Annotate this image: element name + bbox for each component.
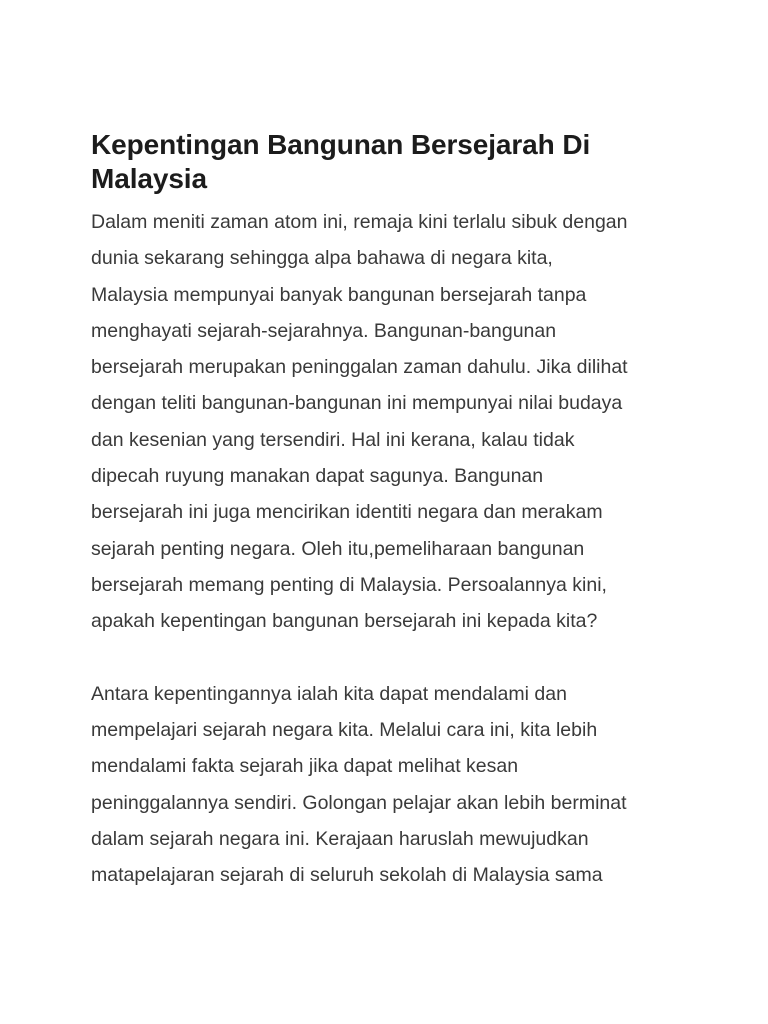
paragraph-line: dipecah ruyung manakan dapat sagunya. Bangunan bbox=[91, 465, 544, 488]
title-line: Malaysia bbox=[91, 163, 207, 194]
paragraph-line: dan kesenian yang tersendiri. Hal ini kerana, kalau tidak bbox=[91, 428, 575, 451]
paragraph-line: dengan teliti bangunan-bangunan ini mempunyai nilai budaya bbox=[91, 392, 623, 415]
paragraph-line: matapelajaran sejarah di seluruh sekolah di Malaysia sama bbox=[91, 864, 603, 887]
paragraph-line: peninggalannya sendiri. Golongan pelajar akan lebih berminat bbox=[91, 791, 627, 814]
paragraph-line: mendalami fakta sejarah jika dapat melihat kesan bbox=[91, 755, 519, 778]
paragraph-line: dunia sekarang sehingga alpa bahawa di negara kita, bbox=[91, 247, 553, 270]
paragraph-1 bbox=[91, 204, 691, 640]
paragraph-line: dalam sejarah negara ini. Kerajaan haruslah mewujudkan bbox=[91, 828, 589, 851]
paragraph-line: sejarah penting negara. Oleh itu,pemeliharaan bangunan bbox=[91, 537, 585, 560]
paragraph-line: apakah kepentingan bangunan bersejarah ini kepada kita? bbox=[91, 610, 598, 633]
paragraph-line: Antara kepentingannya ialah kita dapat mendalami dan bbox=[91, 682, 567, 705]
paragraph-line: Dalam meniti zaman atom ini, remaja kini terlalu sibuk dengan bbox=[91, 211, 628, 233]
article-body bbox=[91, 204, 691, 894]
title-line: Kepentingan Bangunan Bersejarah Di bbox=[91, 129, 591, 160]
article-title bbox=[91, 128, 691, 196]
paragraph-line: Malaysia mempunyai banyak bangunan bersejarah tanpa bbox=[91, 283, 587, 306]
paragraph-line: menghayati sejarah-sejarahnya. Bangunan-bangunan bbox=[91, 319, 557, 342]
article bbox=[91, 128, 691, 894]
paragraph-2 bbox=[91, 676, 691, 894]
paragraph-line: bersejarah ini juga mencirikan identiti negara dan merakam bbox=[91, 501, 603, 524]
paragraph-spacer bbox=[91, 640, 691, 676]
paragraph-line: bersejarah memang penting di Malaysia. Persoalannya kini, bbox=[91, 573, 607, 596]
paragraph-line: bersejarah merupakan peninggalan zaman dahulu. Jika dilihat bbox=[91, 356, 628, 379]
paragraph-line: mempelajari sejarah negara kita. Melalui cara ini, kita lebih bbox=[91, 719, 598, 742]
